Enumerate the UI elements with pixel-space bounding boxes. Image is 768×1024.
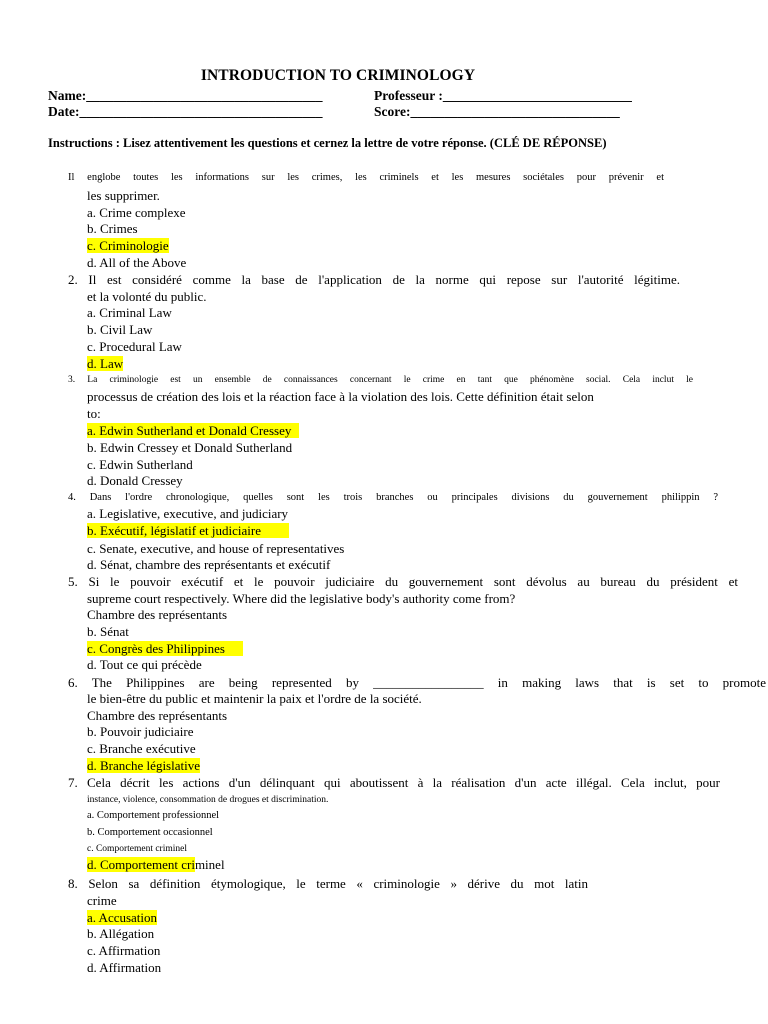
option-d: d. Tout ce qui précède: [87, 657, 202, 672]
question-text: 5. Si le pouvoir exécutif et le pouvoir judiciaire du gouvernement sont dévolus au bureau du président et: [68, 574, 738, 589]
question-text: crime: [87, 893, 117, 908]
option-c: c. Senate, executive, and house of representatives: [87, 541, 345, 556]
option-b: b. Pouvoir judiciaire: [87, 724, 194, 739]
option-d: d. All of the Above: [87, 255, 187, 270]
option-a-answer: [87, 423, 299, 439]
option-a-answer: [87, 910, 157, 926]
option-a: a. Legislative, executive, and judiciary: [87, 506, 289, 521]
answer-highlight: c. Criminologie: [87, 238, 169, 253]
answer-highlight: c. Congrès des Philippines: [87, 641, 243, 656]
answer-highlight: d. Comportement criminel: [87, 857, 225, 872]
option-b: b. Allégation: [87, 926, 155, 941]
question-text: to:: [87, 406, 101, 421]
option-b: b. Civil Law: [87, 322, 153, 337]
date-field: Date:____________________________________: [48, 104, 323, 119]
question-text: 8. Selon sa définition étymologique, le terme « criminologie » dérive du mot latin: [68, 876, 588, 891]
option-d: d. Affirmation: [87, 960, 162, 975]
question-text: instance, violence, consommation de drogues et discrimination.: [87, 795, 329, 805]
question-text: 4. Dans l'ordre chronologique, quelles sont les trois branches ou principales divisions du gouvernement philippin ?: [68, 492, 718, 503]
option-c: c. Edwin Sutherland: [87, 457, 193, 472]
question-text: 7. Cela décrit les actions d'un délinquant qui aboutissent à la réalisation d'un acte illégal. Cela inclut, pour: [68, 775, 720, 790]
option-d-answer: [87, 356, 123, 372]
option-d-answer: [87, 857, 225, 873]
question-text: le bien-être du public et maintenir la paix et l'ordre de la société.: [87, 691, 422, 706]
question-text: processus de création des lois et la réaction face à la violation des lois. Cette définition était selon: [87, 389, 594, 404]
question-text: supreme court respectively. Where did the legislative body's authority come from?: [87, 591, 516, 606]
option-c: c. Procedural Law: [87, 339, 182, 354]
option-d-answer: [87, 758, 200, 774]
option-c: c. Comportement criminel: [87, 844, 187, 854]
option-c-answer: [87, 238, 169, 254]
name-field: Name:___________________________________: [48, 88, 323, 103]
question-text: 6. The Philippines are being represented by _________________ in making laws that is set to promote: [68, 675, 766, 690]
answer-highlight: a. Accusation: [87, 910, 158, 925]
option-d: d. Sénat, chambre des représentants et exécutif: [87, 557, 331, 572]
option-a: a. Crime complexe: [87, 205, 186, 220]
option-a: a. Criminal Law: [87, 305, 172, 320]
option-b: b. Sénat: [87, 624, 129, 639]
professeur-field: Professeur :____________________________: [374, 88, 632, 103]
option-b-answer: [87, 523, 289, 539]
option-a: a. Comportement professionnel: [87, 810, 220, 821]
score-field: Score:_______________________________: [374, 104, 620, 119]
instructions: Instructions : Lisez attentivement les questions et cernez la lettre de votre réponse. (CLÉ DE RÉPONSE): [48, 136, 607, 150]
answer-highlight: d. Law: [87, 356, 124, 371]
question-text: et la volonté du public.: [87, 289, 207, 304]
answer-highlight: d. Branche législative: [87, 758, 200, 773]
option-b: b. Comportement occasionnel: [87, 827, 213, 838]
option-c: c. Affirmation: [87, 943, 161, 958]
question-text: 3. La criminologie est un ensemble de connaissances concernant le crime en tant que phénomène social. Cela inclut le: [68, 375, 693, 385]
answer-highlight: b. Exécutif, législatif et judiciaire: [87, 523, 289, 538]
option-a: Chambre des représentants: [87, 708, 228, 723]
page-title: INTRODUCTION TO CRIMINOLOGY: [200, 67, 476, 84]
question-text: 2. Il est considéré comme la base de l'application de la norme qui repose sur l'autorité légitime.: [68, 272, 680, 287]
option-b: b. Edwin Cressey et Donald Sutherland: [87, 440, 293, 455]
question-text: Il englobe toutes les informations sur les crimes, les criminels et les mesures sociétales pour prévenir et: [68, 172, 664, 183]
answer-highlight: a. Edwin Sutherland et Donald Cressey: [87, 423, 299, 438]
option-c-answer: [87, 641, 243, 657]
option-d: d. Donald Cressey: [87, 473, 183, 488]
option-b: b. Crimes: [87, 221, 138, 236]
option-c: c. Branche exécutive: [87, 741, 196, 756]
question-text: les supprimer.: [87, 188, 160, 203]
option-a: Chambre des représentants: [87, 607, 228, 622]
